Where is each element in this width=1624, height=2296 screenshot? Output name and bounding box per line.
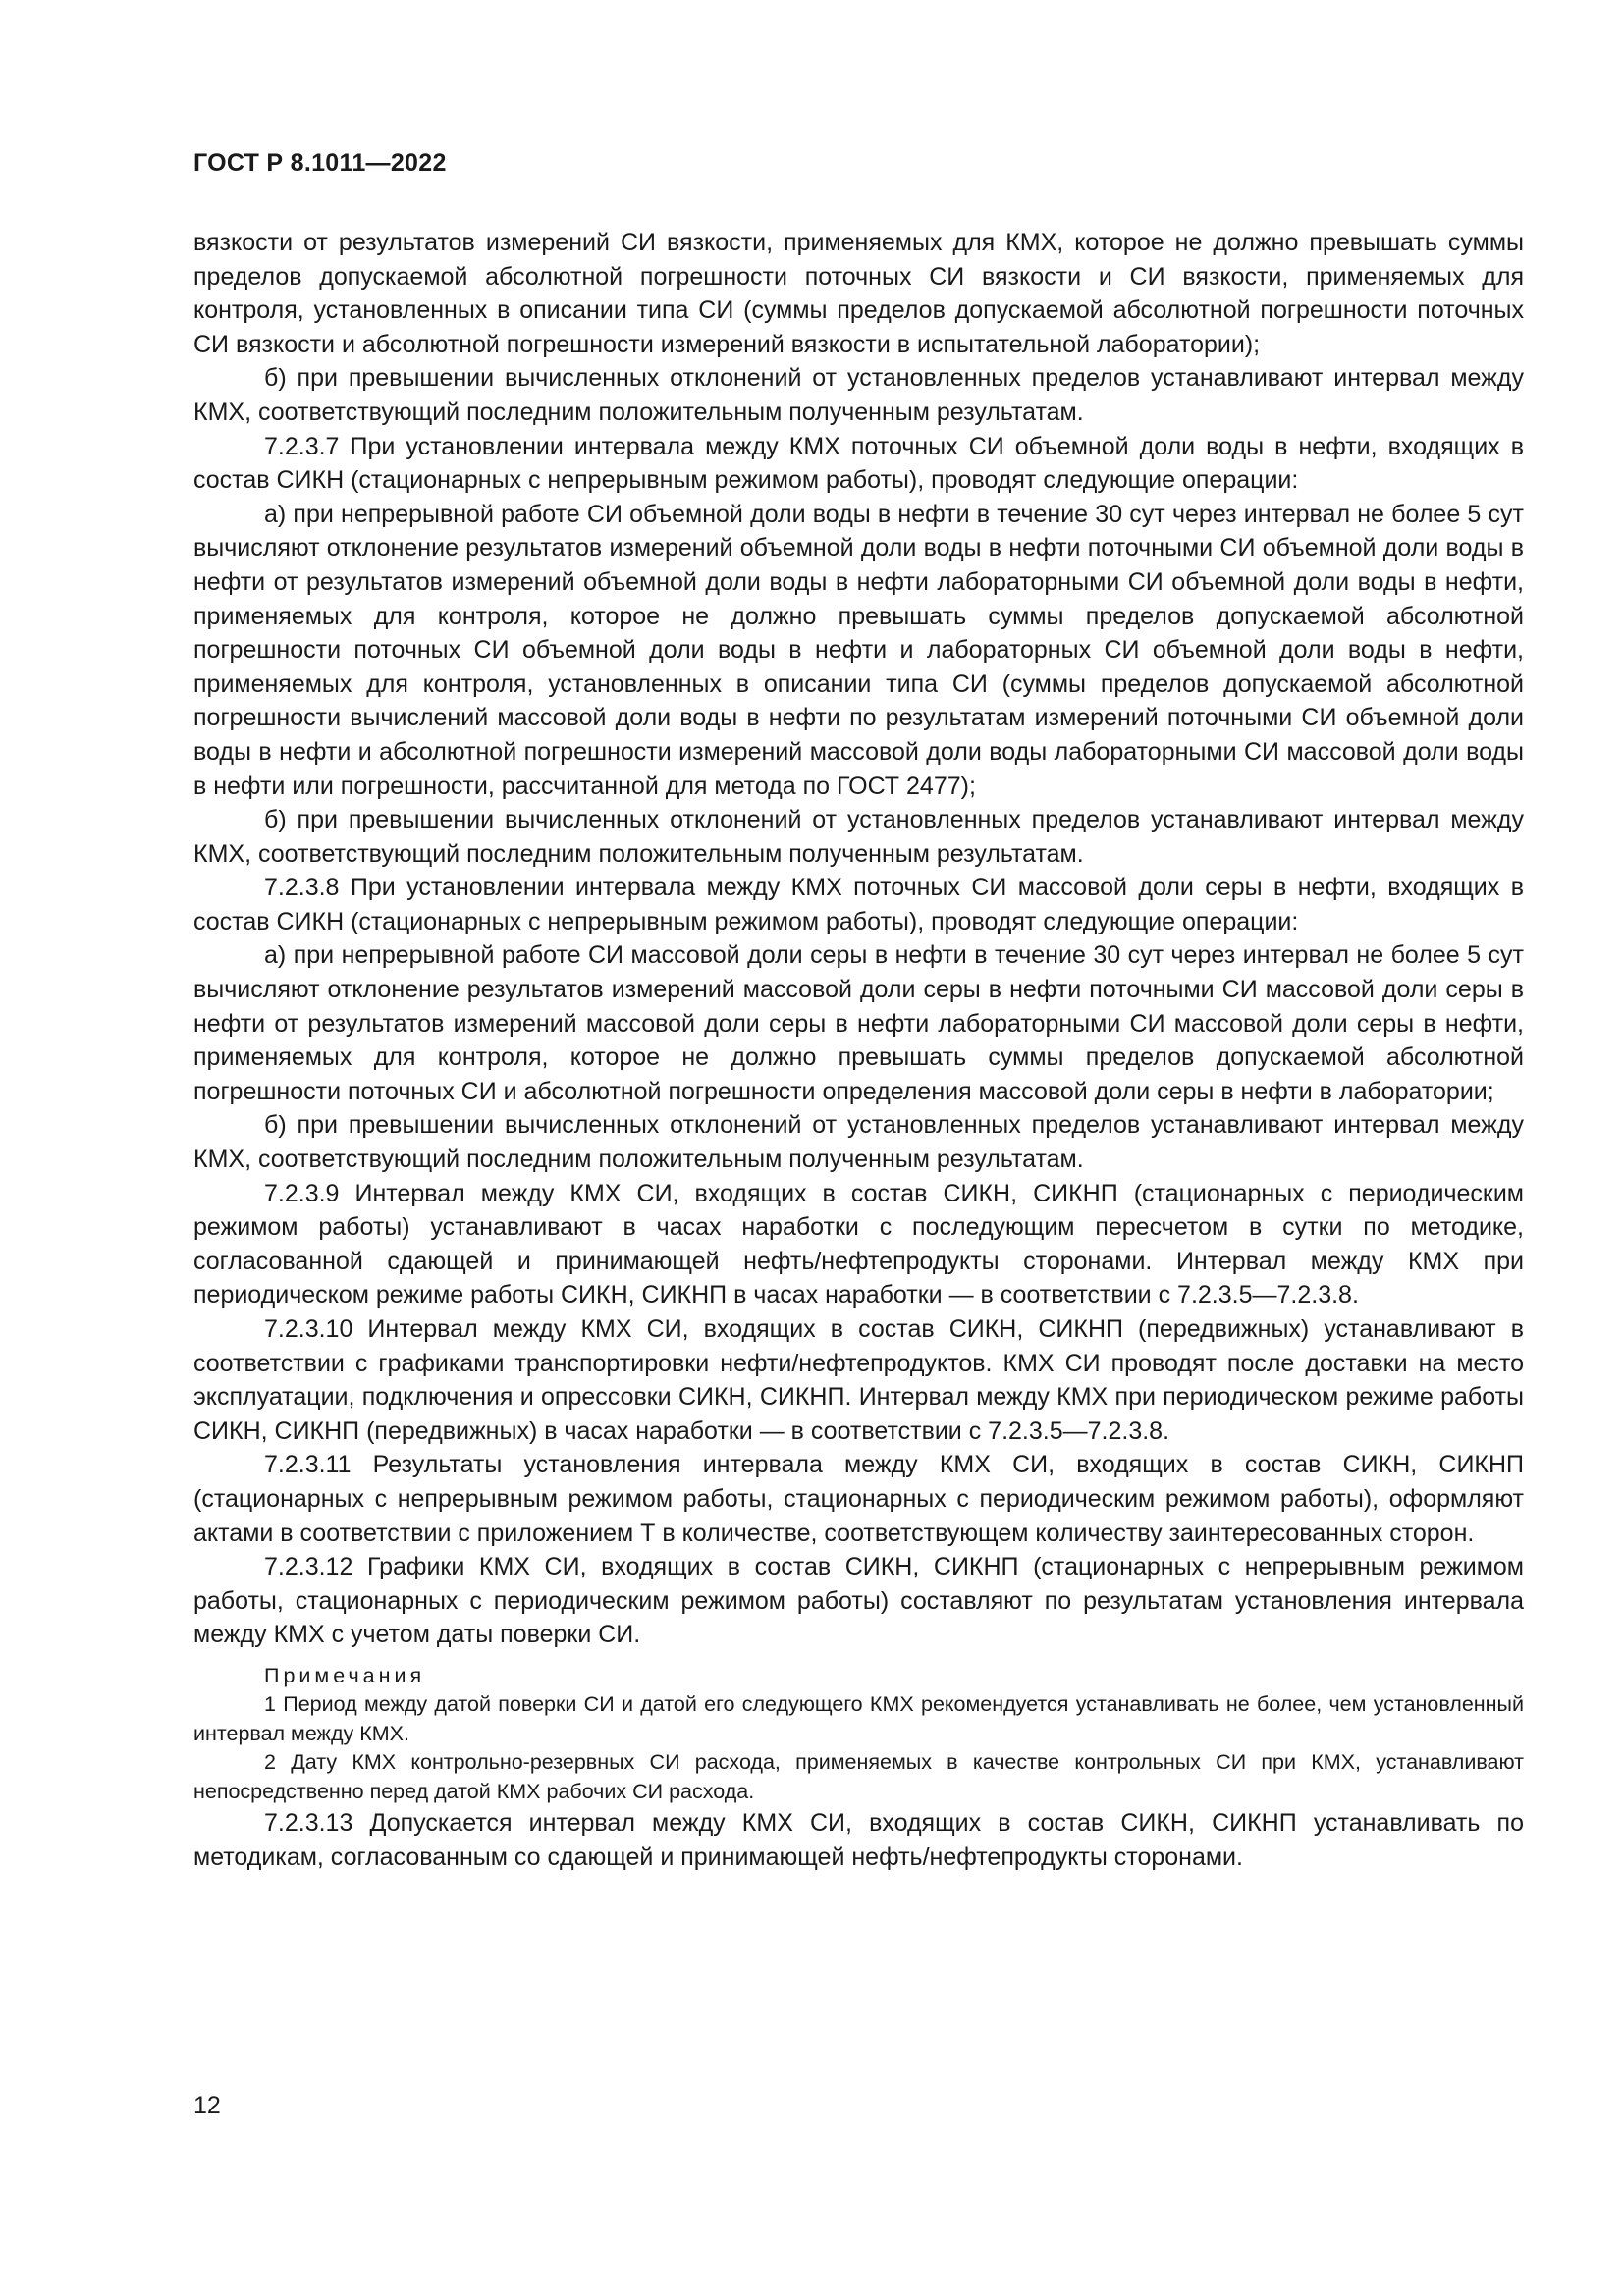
paragraph-viscosity-b: б) при превышении вычисленных отклонений от установленных пределов устанавливают интервал между КМХ, соответствующий последним положительным полученным результатам. [193, 364, 1524, 426]
paragraph-7-2-3-13: 7.2.3.13 Допускается интервал между КМХ СИ, входящих в состав СИКН, СИКНП устанавливать по методикам, согласованным со сдающей и принимающей нефть/нефтепродукты сторонами. [193, 1809, 1524, 1872]
paragraph-7-2-3-7-a: а) при непрерывной работе СИ объемной доли воды в нефти в течение 30 сут через интервал не более 5 сут вычисляют отклонение результатов измерений объемной доли воды в нефти поточными СИ объемной доли воды в нефти от результатов измерений объемной доли воды в нефти лабораторными СИ объемной доли воды в нефти, применяемых для контроля, которое не должно превышать суммы пределов допускаемой абсолютной погрешности поточных СИ объемной доли воды в нефти и лабораторных СИ объемной доли воды в нефти, применяемых для контроля, установленных в описании типа СИ (суммы пределов допускаемой абсолютной погрешности вычислений массовой доли воды в нефти по результатам измерений поточными СИ объемной доли воды в нефти и абсолютной погрешности измерений массовой доли воды лабораторными СИ массовой доли воды в нефти или погрешности, рассчитанной для метода по ГОСТ 2477); [193, 500, 1524, 800]
paragraph-7-2-3-9: 7.2.3.9 Интервал между КМХ СИ, входящих в состав СИКН, СИКНП (стационарных с периодическим режимом работы) устанавливают в часах наработки с последующим пересчетом в сутки по методике, согласованной сдающей и принимающей нефть/нефтепродукты сторонами. Интервал между КМХ при периодическом режиме работы СИКН, СИКНП в часах наработки — в соответствии с 7.2.3.5—7.2.3.8. [193, 1179, 1524, 1309]
paragraph-7-2-3-7: 7.2.3.7 При установлении интервала между КМХ поточных СИ объемной доли воды в нефти, входящих в состав СИКН (стационарных с непрерывным режимом работы), проводят следующие операции: [193, 432, 1524, 495]
note-item-1: 1 Период между датой поверки СИ и датой его следующего КМХ рекомендуется устанавливать не более, чем установленный интервал между КМХ. [193, 1692, 1524, 1745]
paragraph-7-2-3-11: 7.2.3.11 Результаты установления интервала между КМХ СИ, входящих в состав СИКН, СИКНП (стационарных с непрерывным режимом работы, стационарных с периодическим режимом работы), оформляют актами в соответствии с приложением Т в количестве, соответствующем количеству заинтересованных сторон. [193, 1451, 1524, 1547]
document-code-header: ГОСТ Р 8.1011—2022 [193, 149, 447, 177]
notes-heading: Примечания [264, 1663, 426, 1687]
paragraph-7-2-3-8-b: б) при превышении вычисленных отклонений от установленных пределов устанавливают интервал между КМХ, соответствующий последним положительным полученным результатам. [193, 1111, 1524, 1174]
note-item-2: 2 Дату КМХ контрольно-резервных СИ расхода, применяемых в качестве контрольных СИ при КМХ, устанавливают непосредственно перед датой КМХ рабочих СИ расхода. [193, 1750, 1524, 1803]
page-body [193, 226, 1524, 1875]
page-number: 12 [193, 2092, 221, 2119]
paragraph-viscosity-continuation: вязкости от результатов измерений СИ вязкости, применяемых для КМХ, которое не должно превышать суммы пределов допускаемой абсолютной погрешности поточных СИ вязкости и СИ вязкости, применяемых для контроля, установленных в описании типа СИ (суммы пределов допускаемой абсолютной погрешности поточных СИ вязкости и абсолютной погрешности измерений вязкости в испытательной лаборатории); [193, 229, 1524, 358]
paragraph-7-2-3-8: 7.2.3.8 При установлении интервала между КМХ поточных СИ массовой доли серы в нефти, входящих в состав СИКН (стационарных с непрерывным режимом работы), проводят следующие операции: [193, 874, 1524, 935]
paragraph-7-2-3-12: 7.2.3.12 Графики КМХ СИ, входящих в состав СИКН, СИКНП (стационарных с непрерывным режимом работы, стационарных с периодическим режимом работы) составляют по результатам установления интервала между КМХ с учетом даты поверки СИ. [193, 1553, 1524, 1649]
paragraph-7-2-3-10: 7.2.3.10 Интервал между КМХ СИ, входящих в состав СИКН, СИКНП (передвижных) устанавливают в соответствии с графиками транспортировки нефти/нефтепродуктов. КМХ СИ проводят после доставки на место эксплуатации, подключения и опрессовки СИКН, СИКНП. Интервал между КМХ при периодическом режиме работы СИКН, СИКНП (передвижных) в часах наработки — в соответствии с 7.2.3.5—7.2.3.8. [193, 1315, 1524, 1445]
paragraph-7-2-3-8-a: а) при непрерывной работе СИ массовой доли серы в нефти в течение 30 сут через интервал не более 5 сут вычисляют отклонение результатов измерений массовой доли серы в нефти поточными СИ массовой доли серы в нефти от результатов измерений массовой доли серы в нефти лабораторными СИ массовой доли серы в нефти, применяемых для контроля, которое не должно превышать суммы пределов допускаемой абсолютной погрешности поточных СИ и абсолютной погрешности определения массовой доли серы в нефти в лаборатории; [193, 941, 1524, 1105]
paragraph-7-2-3-7-b: б) при превышении вычисленных отклонений от установленных пределов устанавливают интервал между КМХ, соответствующий последним положительным полученным результатам. [193, 806, 1524, 868]
notes-block [193, 1662, 1524, 1807]
